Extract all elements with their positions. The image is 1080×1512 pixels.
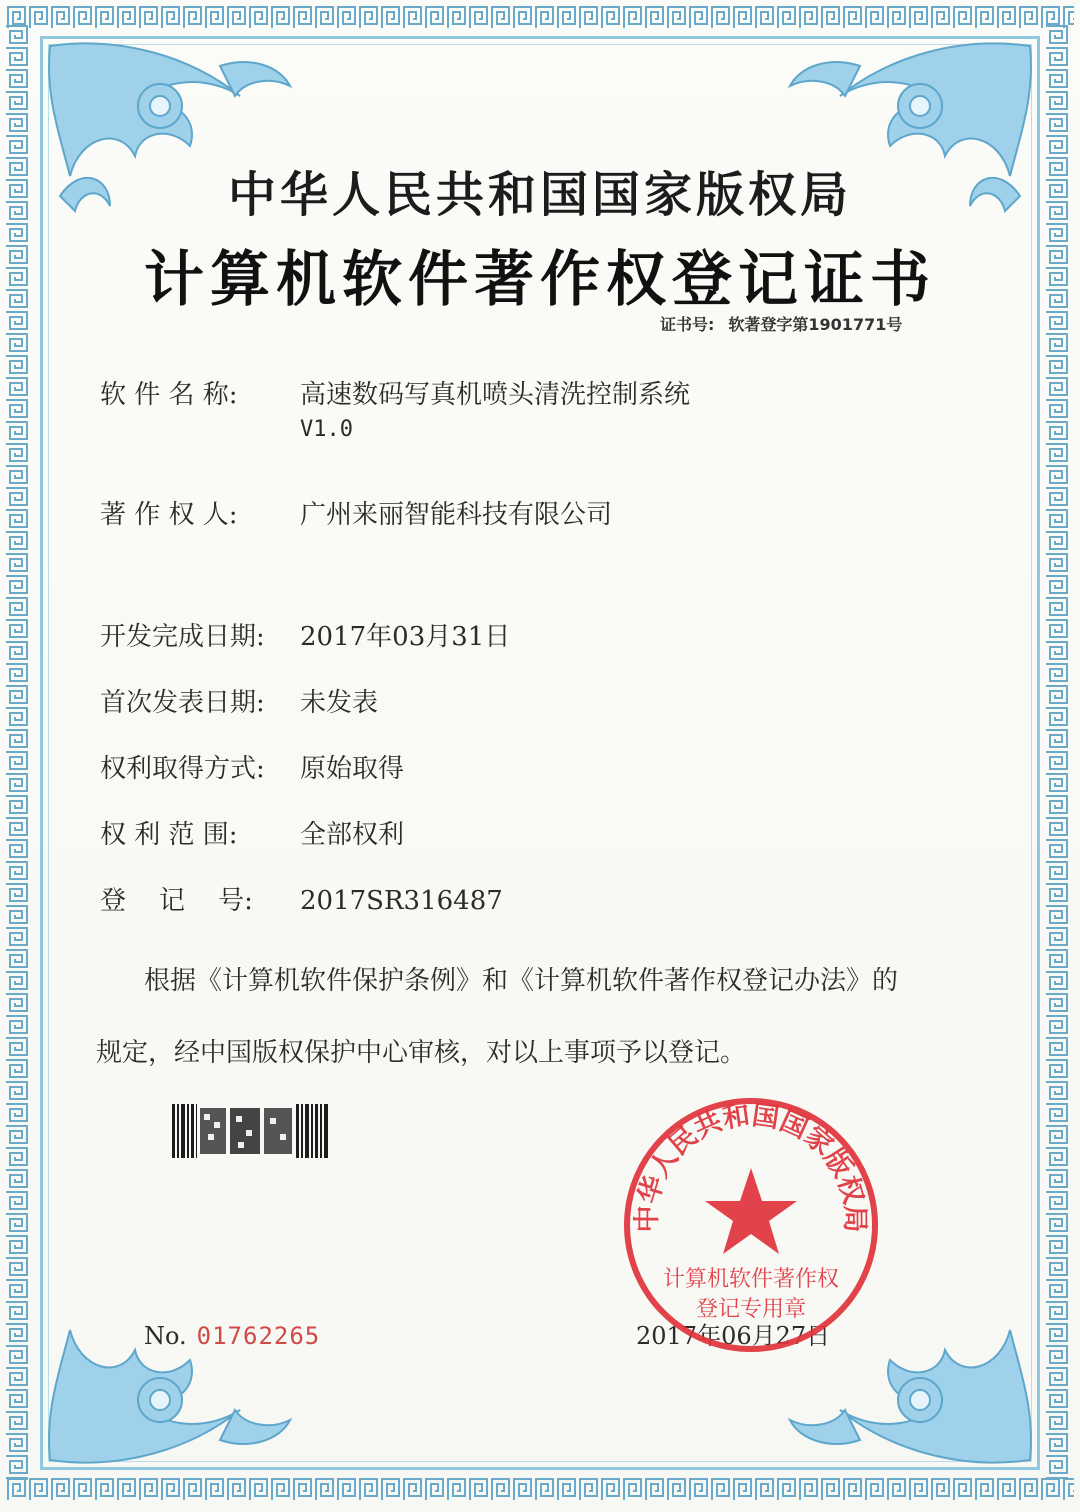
seal-center-line-1: 计算机软件著作权 — [662, 1267, 840, 1292]
field-software-name — [100, 374, 690, 442]
statement-line-1: 根据《计算机软件保护条例》和《计算机软件著作权登记办法》的 — [144, 966, 899, 996]
certificate-number — [660, 312, 916, 335]
field-label: 著 作 权 人: — [100, 500, 238, 530]
fret-border-bottom — [6, 1476, 1074, 1502]
field-value: 广州来丽智能科技有限公司 — [300, 500, 613, 530]
certificate-number-label: 证书号: — [660, 315, 715, 334]
field-acquisition-method — [100, 748, 404, 785]
serial-number-label: No. — [144, 1322, 187, 1350]
field-value: 2017SR316487 — [300, 886, 503, 916]
field-completion-date — [100, 616, 510, 653]
field-registration-number — [100, 880, 503, 917]
certificate-title: 计算机软件著作权登记证书 — [144, 245, 936, 315]
field-value: 原始取得 — [300, 754, 405, 784]
field-value: 未发表 — [300, 688, 379, 718]
seal-center-line-2: 登记专用章 — [695, 1297, 807, 1322]
star-icon — [705, 1168, 797, 1254]
field-value: 高速数码写真机喷头清洗控制系统 — [300, 380, 691, 410]
field-label: 首次发表日期: — [100, 688, 265, 718]
field-rights-scope — [100, 814, 404, 851]
issuer-title: 中华人民共和国国家版权局 — [227, 167, 852, 223]
field-value-line2: V1.0 — [300, 417, 353, 442]
serial-number-value: 01762265 — [196, 1322, 321, 1350]
field-value: 全部权利 — [300, 820, 405, 850]
issue-date: 2017年06月27日 — [636, 1322, 831, 1350]
corner-ornament-icon — [40, 1250, 300, 1470]
field-label: 软 件 名 称: — [100, 380, 238, 410]
field-label: 登 记 号: — [100, 886, 253, 916]
field-label: 开发完成日期: — [100, 622, 265, 652]
field-value: 2017年03月31日 — [300, 622, 511, 652]
field-label: 权利取得方式: — [100, 754, 265, 784]
seal-ring-text: 中华人民共和国国家版权局 — [631, 1099, 871, 1233]
barcode-icon — [172, 1104, 332, 1158]
certificate-number-value: 软著登字第1901771号 — [728, 315, 903, 334]
field-label: 权 利 范 围: — [100, 820, 238, 850]
field-copyright-owner — [100, 494, 612, 531]
official-seal — [616, 1090, 886, 1360]
statement-line-2: 规定，经中国版权保护中心审核，对以上事项予以登记。 — [96, 1038, 747, 1068]
fret-border-top — [6, 4, 1074, 30]
serial-number — [144, 1322, 320, 1350]
field-publish-date — [100, 682, 378, 719]
